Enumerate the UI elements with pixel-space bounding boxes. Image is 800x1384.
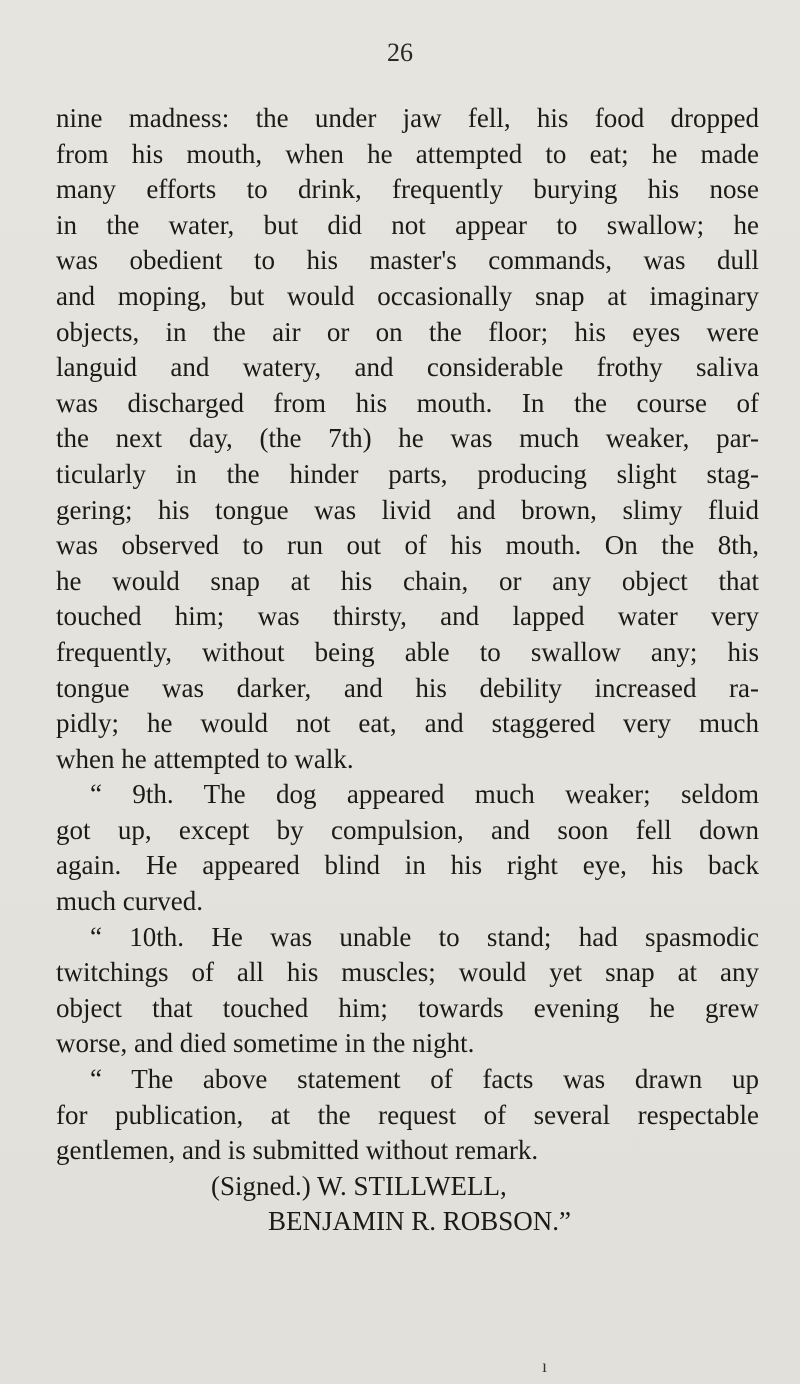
signature-line-2: BENJAMIN R. ROBSON.” bbox=[268, 1206, 572, 1237]
text-line: tongue was darker, and his debility increased ra- bbox=[56, 672, 759, 703]
text-line: was discharged from his mouth. In the course of bbox=[56, 387, 759, 418]
page-number: 26 bbox=[387, 38, 413, 67]
text-line: “ 10th. He was unable to stand; had spasmodic bbox=[90, 921, 759, 952]
text-line: when he attempted to walk. bbox=[56, 743, 354, 774]
text-line: much curved. bbox=[56, 886, 203, 917]
text-line: gering; his tongue was livid and brown, slimy fluid bbox=[56, 494, 759, 525]
footer-mark: ı bbox=[542, 1356, 548, 1376]
text-line: in the water, but did not appear to swallow; he bbox=[56, 209, 759, 240]
text-line: “ 9th. The dog appeared much weaker; seldom bbox=[90, 779, 759, 810]
text-line: nine madness: the under jaw fell, his food dropped bbox=[56, 103, 759, 133]
text-line: touched him; was thirsty, and lapped water very bbox=[56, 601, 759, 632]
text-line: gentlemen, and is submitted without remark. bbox=[56, 1135, 539, 1166]
text-line: the next day, (the 7th) he was much weaker, par- bbox=[56, 423, 759, 454]
text-line: was obedient to his master's commands, was dull bbox=[56, 245, 759, 276]
text-line: from his mouth, when he attempted to eat; he made bbox=[56, 138, 759, 169]
text-line: for publication, at the request of several respectable bbox=[56, 1099, 759, 1130]
text-line: languid and watery, and considerable frothy saliva bbox=[56, 352, 759, 383]
text-line: and moping, but would occasionally snap at imaginary bbox=[56, 280, 759, 311]
body-text bbox=[56, 101, 759, 1240]
text-line: frequently, without being able to swallow any; his bbox=[56, 636, 759, 667]
signature-line-1: (Signed.) W. STILLWELL, bbox=[211, 1170, 507, 1201]
text-line: object that touched him; towards evening he grew bbox=[56, 992, 759, 1023]
text-line: pidly; he would not eat, and staggered very much bbox=[56, 708, 759, 739]
text-line: he would snap at his chain, or any object that bbox=[56, 565, 759, 596]
text-line: again. He appeared blind in his right eye, his back bbox=[56, 850, 759, 881]
text-line: objects, in the air or on the floor; his eyes were bbox=[56, 316, 759, 347]
text-line: “ The above statement of facts was drawn up bbox=[90, 1064, 759, 1095]
text-line: got up, except by compulsion, and soon fell down bbox=[56, 814, 759, 845]
text-line: was observed to run out of his mouth. On the 8th, bbox=[56, 530, 759, 561]
text-line: many efforts to drink, frequently burying his nose bbox=[56, 174, 759, 205]
text-line: worse, and died sometime in the night. bbox=[56, 1028, 475, 1059]
text-line: ticularly in the hinder parts, producing slight stag- bbox=[56, 458, 759, 489]
text-line: twitchings of all his muscles; would yet snap at any bbox=[56, 957, 759, 988]
